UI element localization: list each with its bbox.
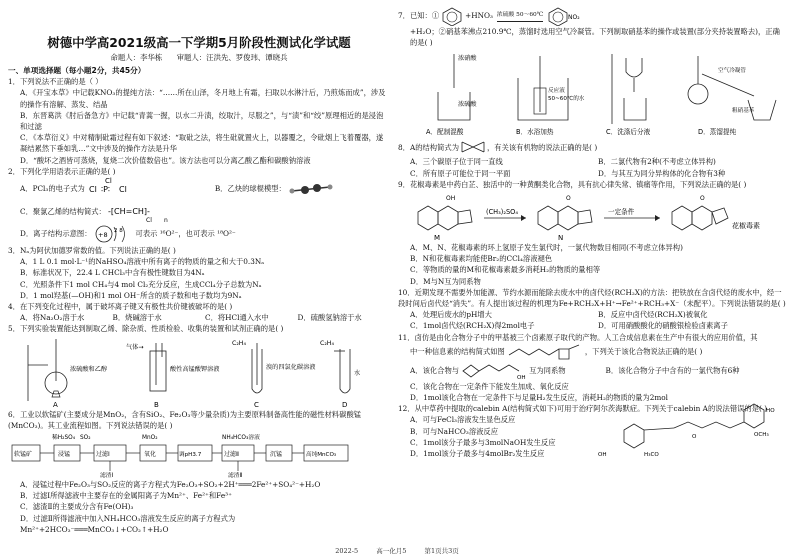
benzene-ring-figure	[439, 6, 465, 26]
q11-pheromone-structure	[505, 343, 585, 361]
q1-option-c: C．《本草衍义》中对精制砒霜过程有如下叙述：“取砒之法，将生砒就置火上，以器覆之，令砒烟上飞着覆器，遂凝结累然下垂如乳…”文中涉及的操作方法是升华	[20, 133, 384, 154]
svg-text:∶P∶: ∶P∶	[100, 185, 110, 195]
q5-option-b: B	[154, 400, 159, 409]
q2-option-b: B．乙炔的球棍模型：	[214, 184, 286, 194]
q5-label-acid-ethanol: 浓硫酸和乙醇	[70, 365, 108, 373]
q7-option-b: B．水浴加热	[516, 128, 554, 137]
q8-option-d: D．与其互为同分异构体的化合物有3种	[598, 168, 726, 178]
calebin-label-ho: HO	[766, 408, 775, 415]
q5-label-water: 水	[354, 369, 361, 377]
q4-option-d: D．硫酸氢钠溶于水	[297, 313, 362, 323]
q11-option-a: A．该化合物与	[410, 366, 460, 376]
q11-compare-structure	[459, 361, 529, 381]
flow-top-so2: SO₂	[80, 435, 91, 442]
q5-option-a: A	[53, 400, 58, 409]
pcl3-label: Cl	[118, 185, 127, 195]
flow-top-mno2: MnO₂	[142, 435, 158, 442]
q12-option-d: D．1mol该分子最多与4molBr₂发生反应	[410, 449, 545, 459]
q8-option-a: A．三个碳原子位于同一直线	[410, 157, 503, 167]
q6-option-b: B．过滤Ⅰ所得滤液中主要存在的金属阳离子为Mn²⁺、Fe²⁺和Fe³⁺	[20, 491, 232, 501]
flow-leach: 浸锰	[58, 451, 71, 459]
q6-option-a: A．浸锰过程中Fe₂O₃与SO₂反应的离子方程式为Fe₂O₃+SO₂+2H⁺═══2Fe²⁺+SO₄²⁻+H₂O	[20, 480, 321, 490]
nitrobenzene-figure	[547, 6, 581, 26]
q4-options	[8, 312, 390, 323]
q10-option-d: D．可用硝酸酸化的硝酸银检验卤素离子	[598, 321, 728, 331]
q1-stem: 1．下列说法不正确的是（ ）	[8, 77, 103, 87]
q1-option-b: B．东晋葛洪《肘后备急方》中记载“青蒿一握，以水二升渍，绞取汁，尽服之”，与“渍”和“绞”原理相近的是浸泡和过滤	[20, 110, 384, 132]
q11-stem: 11．卤仿是由化合物分子中的甲基被三个卤素原子取代的产物。人工合成信息素在生产中有很大的应用价值，其	[398, 332, 758, 342]
q6-option-d: D．过滤Ⅱ所得滤液中加入NH₄HCO₃溶液发生反应的离子方程式为	[20, 513, 236, 523]
q7-stem-2: +HNO₃	[465, 11, 493, 21]
q7-stem-3: +H₂O；②硝基苯沸点210.9℃，蒸馏时选用空气冷凝管。下列制取硝基苯的操作或装置(部分夹持装置略去)，正确的是( )	[410, 27, 780, 48]
q12-option-b: B．可与NaHCO₃溶液反应	[410, 426, 499, 436]
right-column	[398, 6, 786, 460]
left-column	[8, 6, 390, 535]
q9-name-m: M	[434, 234, 441, 243]
page-footer	[0, 546, 794, 555]
calebin-label-oh: OH	[598, 452, 607, 459]
q7-apparatus-figure	[398, 48, 786, 138]
svg-text:Cl: Cl	[88, 185, 97, 195]
q5-option-d: D	[342, 400, 348, 409]
q10-option-a: A．处理后废水的pH增大	[410, 310, 492, 320]
flow-residue-1: 滤渣Ⅰ	[100, 473, 114, 480]
q2-option-d: D．离子结构示意图：	[20, 229, 92, 239]
page-title: 树德中学高2021级高一下学期5月阶段性测试化学试题	[47, 35, 351, 50]
q11-option-a-tail: 互为同系物	[529, 366, 566, 376]
q6-option-c: C．滤渣Ⅱ的主要成分含有Fe(OH)₃	[20, 502, 134, 512]
q5-stem: 5．下列实验装置能达到制取乙烯、除杂质、性质检验、收集的装置和试剂正确的是( )	[8, 324, 284, 334]
q3-stem: 3．Nₐ为阿伏加德罗常数的值。下列说法正确的是( )	[8, 246, 176, 256]
q7-reaction-condition: 浓硫酸 50～60℃	[497, 10, 543, 22]
q5-option-c: C	[254, 400, 259, 409]
footer-course: 高一化月5	[376, 547, 407, 555]
flow-adjust-ph: 调pH3.7	[179, 452, 202, 459]
svg-text:OH: OH	[446, 195, 456, 203]
q11-stem-2: 中一种信息素的结构简式如图	[410, 347, 505, 357]
ion-structure-diagram	[92, 223, 136, 245]
q5-label-gas: 气体→	[126, 343, 144, 351]
q9-option-c: C．等物质的量的M和花椒毒素最多消耗H₂的物质的量相等	[410, 265, 601, 275]
svg-text:Cl: Cl	[104, 177, 112, 186]
q9-reaction-scheme	[398, 190, 786, 242]
ion-nucleus-charge: +8	[97, 231, 108, 240]
q7-label-sulfuric: 浓硫酸	[458, 101, 477, 109]
q3-option-b: B．标准状况下，22.4 L CHCl₃中含有极性键数目为4Nₐ	[20, 268, 205, 278]
footer-page: 第1页共3页	[424, 547, 459, 555]
q6-stem: 6．工业以软锰矿(主要成分是MnO₂，含有SiO₂、Fe₂O₃等少量杂质)为主要原料制备高性能的磁性材料碳酸锰(MnCO₃)。其工业流程如图。下列说法错误的是( )	[8, 409, 362, 430]
q2-option-c: C．聚氯乙烯的结构简式：	[20, 207, 106, 217]
author-2: 审题人：汪洪先、罗俊玮、谭晓兵	[176, 53, 288, 62]
q6-process-flowchart	[8, 431, 390, 479]
svg-text:O: O	[566, 195, 571, 203]
pvc-structure-figure	[106, 201, 176, 223]
q2-option-d-note: 可表示 ¹⁶O²⁻，也可表示 ¹⁸O²⁻	[135, 229, 236, 239]
section-title: 一、单项选择题（每小题2分，共45分）	[8, 66, 146, 75]
calebin-label-o: O	[692, 434, 697, 441]
q5-label-c2h4-c: C₂H₄	[232, 339, 246, 347]
q9-option-d: D．M与N互为同系物	[410, 276, 481, 286]
footer-date: 2022-5	[335, 547, 359, 555]
q10-option-b: B．反应中卤代烃(RCH₂X)被氧化	[598, 310, 708, 320]
q7-option-c: C．洗涤后分液	[606, 128, 651, 137]
q6-option-d-equation: Mn²⁺+2HCO₃⁻═══MnCO₃↓+CO₂↑+H₂O	[20, 524, 169, 534]
q8-option-b: B．二氯代物有2种(不考虑立体异构)	[598, 157, 716, 167]
q9-option-a: A．M、N、花椒毒素的环上氢原子发生氯代时，一氯代物数目相同(不考虑立体异构)	[410, 243, 683, 253]
q8-option-c: C．所有原子可能位于同一平面	[410, 168, 511, 178]
flow-filter-1: 过滤Ⅰ	[96, 451, 110, 459]
q2-stem: 2．下列化学用语表示正确的是( )	[8, 166, 116, 176]
q9-reagent-2: 一定条件	[608, 208, 635, 217]
ion-shell-counts: 2 8	[113, 228, 123, 235]
q5-label-c2h4-d: C₂H₄	[320, 339, 334, 347]
q4-option-a: A．将Na₂O₂溶于水	[20, 313, 85, 323]
q1-option-d: D．“酸坏之酒皆可蒸烧，复烧二次价值数倍也”。该方法也可以分离乙酸乙酯和碳酸钠溶液	[20, 155, 311, 165]
q4-option-b: B．烧碱溶于水	[112, 313, 162, 323]
q7-option-d: D．蒸馏提纯	[698, 128, 737, 137]
q1-option-a: A．《开宝本草》中记载KNO₃的提纯方法：“……所在山泽，冬月地上有霜，扫取以水淋汁后，乃煎炼而成”，涉及的操作有溶解、蒸发、结晶	[20, 88, 386, 109]
q11-option-b: B．该化合物分子中含有的一氯代物有6种	[605, 366, 740, 376]
q3-option-a: A．1 L 0.1 mol·L⁻¹的NaHSO₄溶液中所有离子的物质的量之和大于0.3Nₐ	[20, 257, 265, 267]
q7-label-crude: 粗硝基苯	[732, 108, 755, 115]
q5-label-kmno4: 酸性高锰酸钾溶液	[170, 365, 220, 373]
acetylene-ball-stick-figure	[286, 179, 336, 199]
q10-stem: 10．近期发现不需要外加能源、节约水源而能除去废水中的卤代烃(RCH₂X)的方法：把铁放在含卤代烃的废水中，经一段时间后卤代烃“消失”。有人提出该过程的机理为Fe+RCH₂X+H⁺→Fe²⁺+RCH₃+X⁻（未配平）。下列说法错误的是( )	[398, 287, 786, 309]
q7-stem-1: 7．已知：①	[398, 11, 440, 21]
svg-text:n: n	[163, 217, 168, 224]
q10-option-c: C．1mol卤代烃(RCH₂X)得2mol电子	[410, 321, 535, 331]
q5-apparatus-figure	[8, 335, 390, 409]
q8-structure-figure	[459, 139, 487, 155]
q7-label-reaction-liquid: 反应液	[548, 88, 565, 95]
flow-ore: 软锰矿	[14, 451, 33, 459]
q9-option-b: B．N和花椒毒素均能使Br₂的CCl₄溶液褪色	[410, 254, 553, 264]
flow-product: 高纯MnCO₃	[306, 452, 337, 459]
q3-option-d: D．1 mol羟基(—OH)和1 mol OH⁻所含的质子数和电子数均为9Nₐ	[20, 290, 242, 300]
q7-label-air-condenser: 空气冷凝管	[718, 68, 746, 75]
q9-name-n: N	[558, 234, 564, 243]
flow-residue-2: 滤渣Ⅱ	[228, 473, 243, 480]
q9-name-product: 花椒毒素	[732, 222, 760, 231]
q4-stem: 4．在下列变化过程中，属于破坏离子键又有极性共价键被破坏的是( )	[8, 302, 233, 312]
calebin-label-h3co: H₃CO	[644, 452, 659, 459]
svg-text:Cl: Cl	[145, 217, 152, 224]
q8-stem-2: ，有关该有机物的说法正确的是( )	[487, 142, 598, 152]
q11-option-c: C．该化合物在一定条件下能发生加成、氧化反应	[410, 381, 569, 391]
flow-top-nh4hco3: NH₄HCO₃溶液	[222, 435, 260, 442]
q7-label-water-bath: 50~60℃的水	[548, 96, 585, 103]
q12-option-c: C．1mol该分子最多与3molNaOH发生反应	[410, 437, 556, 447]
q12-stem: 12．从中草药中提取的calebin A(结构简式如下)可用于治疗阿尔茨海默症。下列关于calebin A的说法错误的是( )	[398, 404, 768, 414]
svg-text:OH: OH	[517, 374, 526, 381]
calebin-label-och3: OCH₃	[754, 432, 769, 439]
flow-precipitate: 沉锰	[270, 451, 283, 459]
q7-label-nitric: 浓硝酸	[458, 55, 477, 63]
flow-filter-2: 过滤Ⅱ	[224, 451, 239, 459]
q3-option-c: C．光照条件下1 mol CH₄与4 mol Cl₂充分反应，生成CCl₄分子总数为Nₐ	[20, 279, 262, 289]
svg-text:NO₂: NO₂	[568, 14, 580, 21]
q12-option-a: A．可与FeCl₃溶液发生显色反应	[410, 415, 516, 425]
q11-option-d: D．1mol该化合物在一定条件下与足量H₂发生反应，消耗H₂的物质的量为2mol	[410, 393, 669, 403]
svg-text:-[CH=CH]-: -[CH=CH]-	[107, 207, 150, 217]
q11-stem-3: ，下列关于该化合物说法正确的是( )	[584, 347, 703, 357]
flow-top-h2so4: 稀H₂SO₄	[52, 435, 76, 442]
q7-option-a: A．配制混酸	[426, 128, 464, 137]
flow-oxidize: 氧化	[144, 451, 157, 459]
q5-label-bromine: 溴的四氯化碳溶液	[266, 363, 316, 371]
q9-stem: 9．花椒毒素是中药白芷、独活中的一种黄酮类化合物，具有抗心律失常、镇痛等作用，下列说法正确的是( )	[398, 179, 747, 189]
authors-line	[8, 52, 390, 63]
q8-stem-1: 8．A的结构简式为	[398, 142, 459, 152]
calebin-a-structure	[594, 400, 784, 460]
q4-option-c: C．将HCl通入水中	[205, 313, 269, 323]
q2-option-a: A．PCl₃的电子式为	[20, 184, 85, 194]
svg-text:O: O	[700, 195, 705, 203]
pcl3-electron-formula-figure	[85, 177, 155, 201]
author-1: 命题人：李华栋	[110, 53, 163, 62]
q9-reagent-1: (CH₃)₂SO₄	[486, 208, 519, 217]
